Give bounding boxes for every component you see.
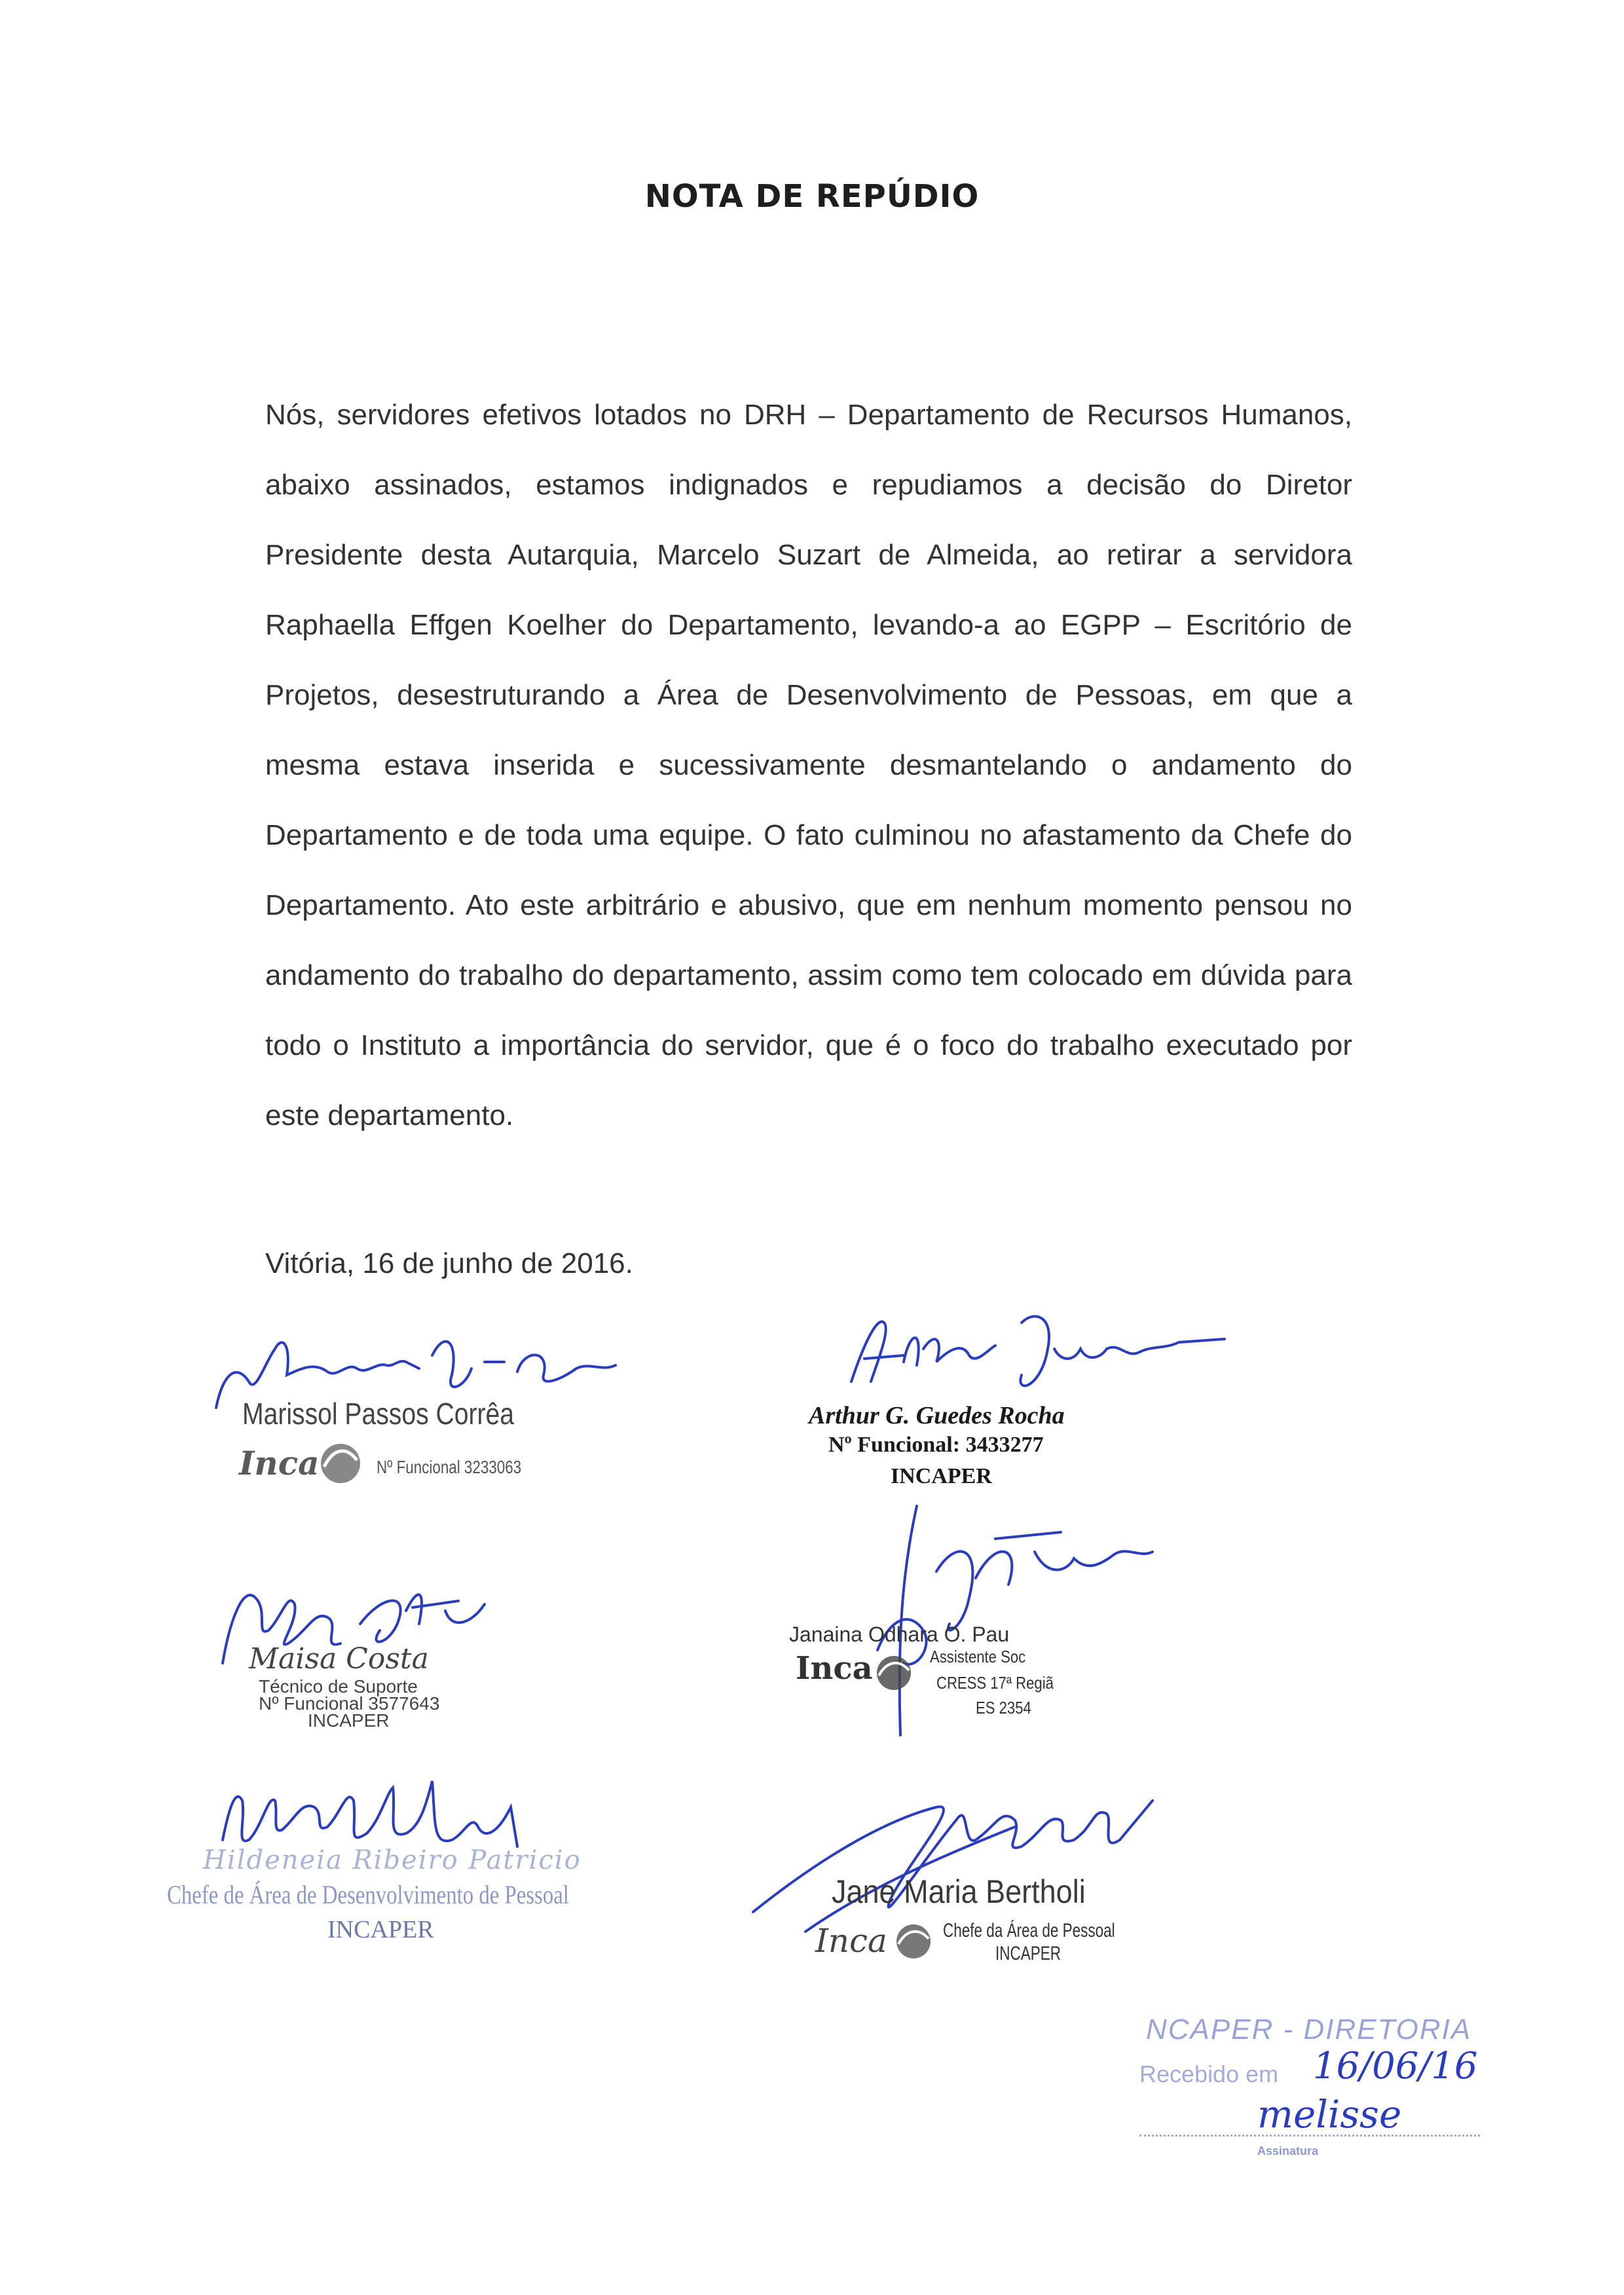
receipt-signature-line [1139,2135,1480,2137]
signer-role: Chefe da Área de Pessoal [943,1920,1115,1941]
handwritten-signature [838,1303,1244,1395]
signer-org: INCAPER [327,1916,434,1943]
document-title: NOTA DE REPÚDIO [644,178,980,215]
signer-name: Maisa Costa [249,1642,429,1676]
signature-block-arthur [805,1303,1225,1513]
receipt-stamp [1139,2013,1493,2177]
receipt-received-label: Recebido em [1139,2061,1279,2087]
signer-name: Arthur G. Guedes Rocha [809,1402,1065,1429]
signer-org: INCAPER [308,1710,390,1731]
receipt-signature-label: Assinatura [1257,2144,1319,2157]
signer-role: Técnico de Suporte [259,1676,418,1697]
signer-func-number: Nº Funcional: 3433277 [828,1433,1044,1457]
receipt-date: 16/06/16 [1313,2045,1478,2087]
signer-org: Inca [796,1650,873,1687]
signature-block-marissol [210,1323,629,1493]
signer-role: Assistente Soc [930,1647,1026,1666]
body-paragraph [265,380,1352,1150]
signer-name: Marissol Passos Corrêa [242,1397,515,1431]
signer-name: Jane Maria Bertholi [832,1873,1086,1910]
signer-func-number: Nº Funcional 3577643 [259,1693,440,1714]
signer-cress: CRESS 17ª Regiã [936,1673,1054,1693]
signer-role: Chefe de Área de Desenvolvimento de Pessoal [167,1880,569,1909]
incaper-logo-icon [891,1922,936,1961]
signer-org: Inca [815,1922,887,1960]
signer-org: Inca [239,1444,320,1482]
signer-name: Hildeneia Ribeiro Patricio [203,1845,581,1875]
signature-block-janaina [786,1499,1205,1748]
dateline: Vitória, 16 de junho de 2016. [265,1247,633,1279]
signature-block-hildeneia [164,1768,635,1977]
signer-func-number: Nº Funcional 3233063 [377,1457,522,1477]
signer-org: INCAPER [891,1464,992,1488]
receipt-org: NCAPER - DIRETORIA [1146,2013,1472,2046]
signature-block-maisa [210,1571,537,1735]
signer-name: Janaina Odhara O. Pau [789,1623,1010,1646]
receipt-initials: melisse [1257,2092,1402,2137]
incaper-logo-icon [871,1653,917,1693]
signer-es: ES 2354 [976,1698,1031,1717]
paragraph-text: Nós, servidores efetivos lotados no DRH – Departamento de Recursos Humanos, abaixo assinados, estamos indignados e repudiamos a decisão do Diretor Presidente desta Autarquia, Marcelo Suzart de Almeida, ao retirar a servidora Raphaella Effgen Koelher do Departamento, levando-a ao EGPP – Escritório de Projetos, desestruturando a Área de Desenvolvimento de Pessoas, em que a mesma estava inserida e sucessivamente desmantelando o andamento do Departamento e de toda uma equipe. O fato culminou no afastamento da Chefe do Departamento. Ato este arbitrário e abusivo, que em nenhum momento pensou no andamento do trabalho do departamento, assim como tem colocado em dúvida para todo o Instituto a importância do servidor, que é o foco do trabalho executado por este departamento. [265,399,1352,1131]
signature-block-jane [740,1781,1211,1991]
incaper-logo-icon [314,1441,367,1486]
signer-org-2: INCAPER [995,1943,1061,1964]
